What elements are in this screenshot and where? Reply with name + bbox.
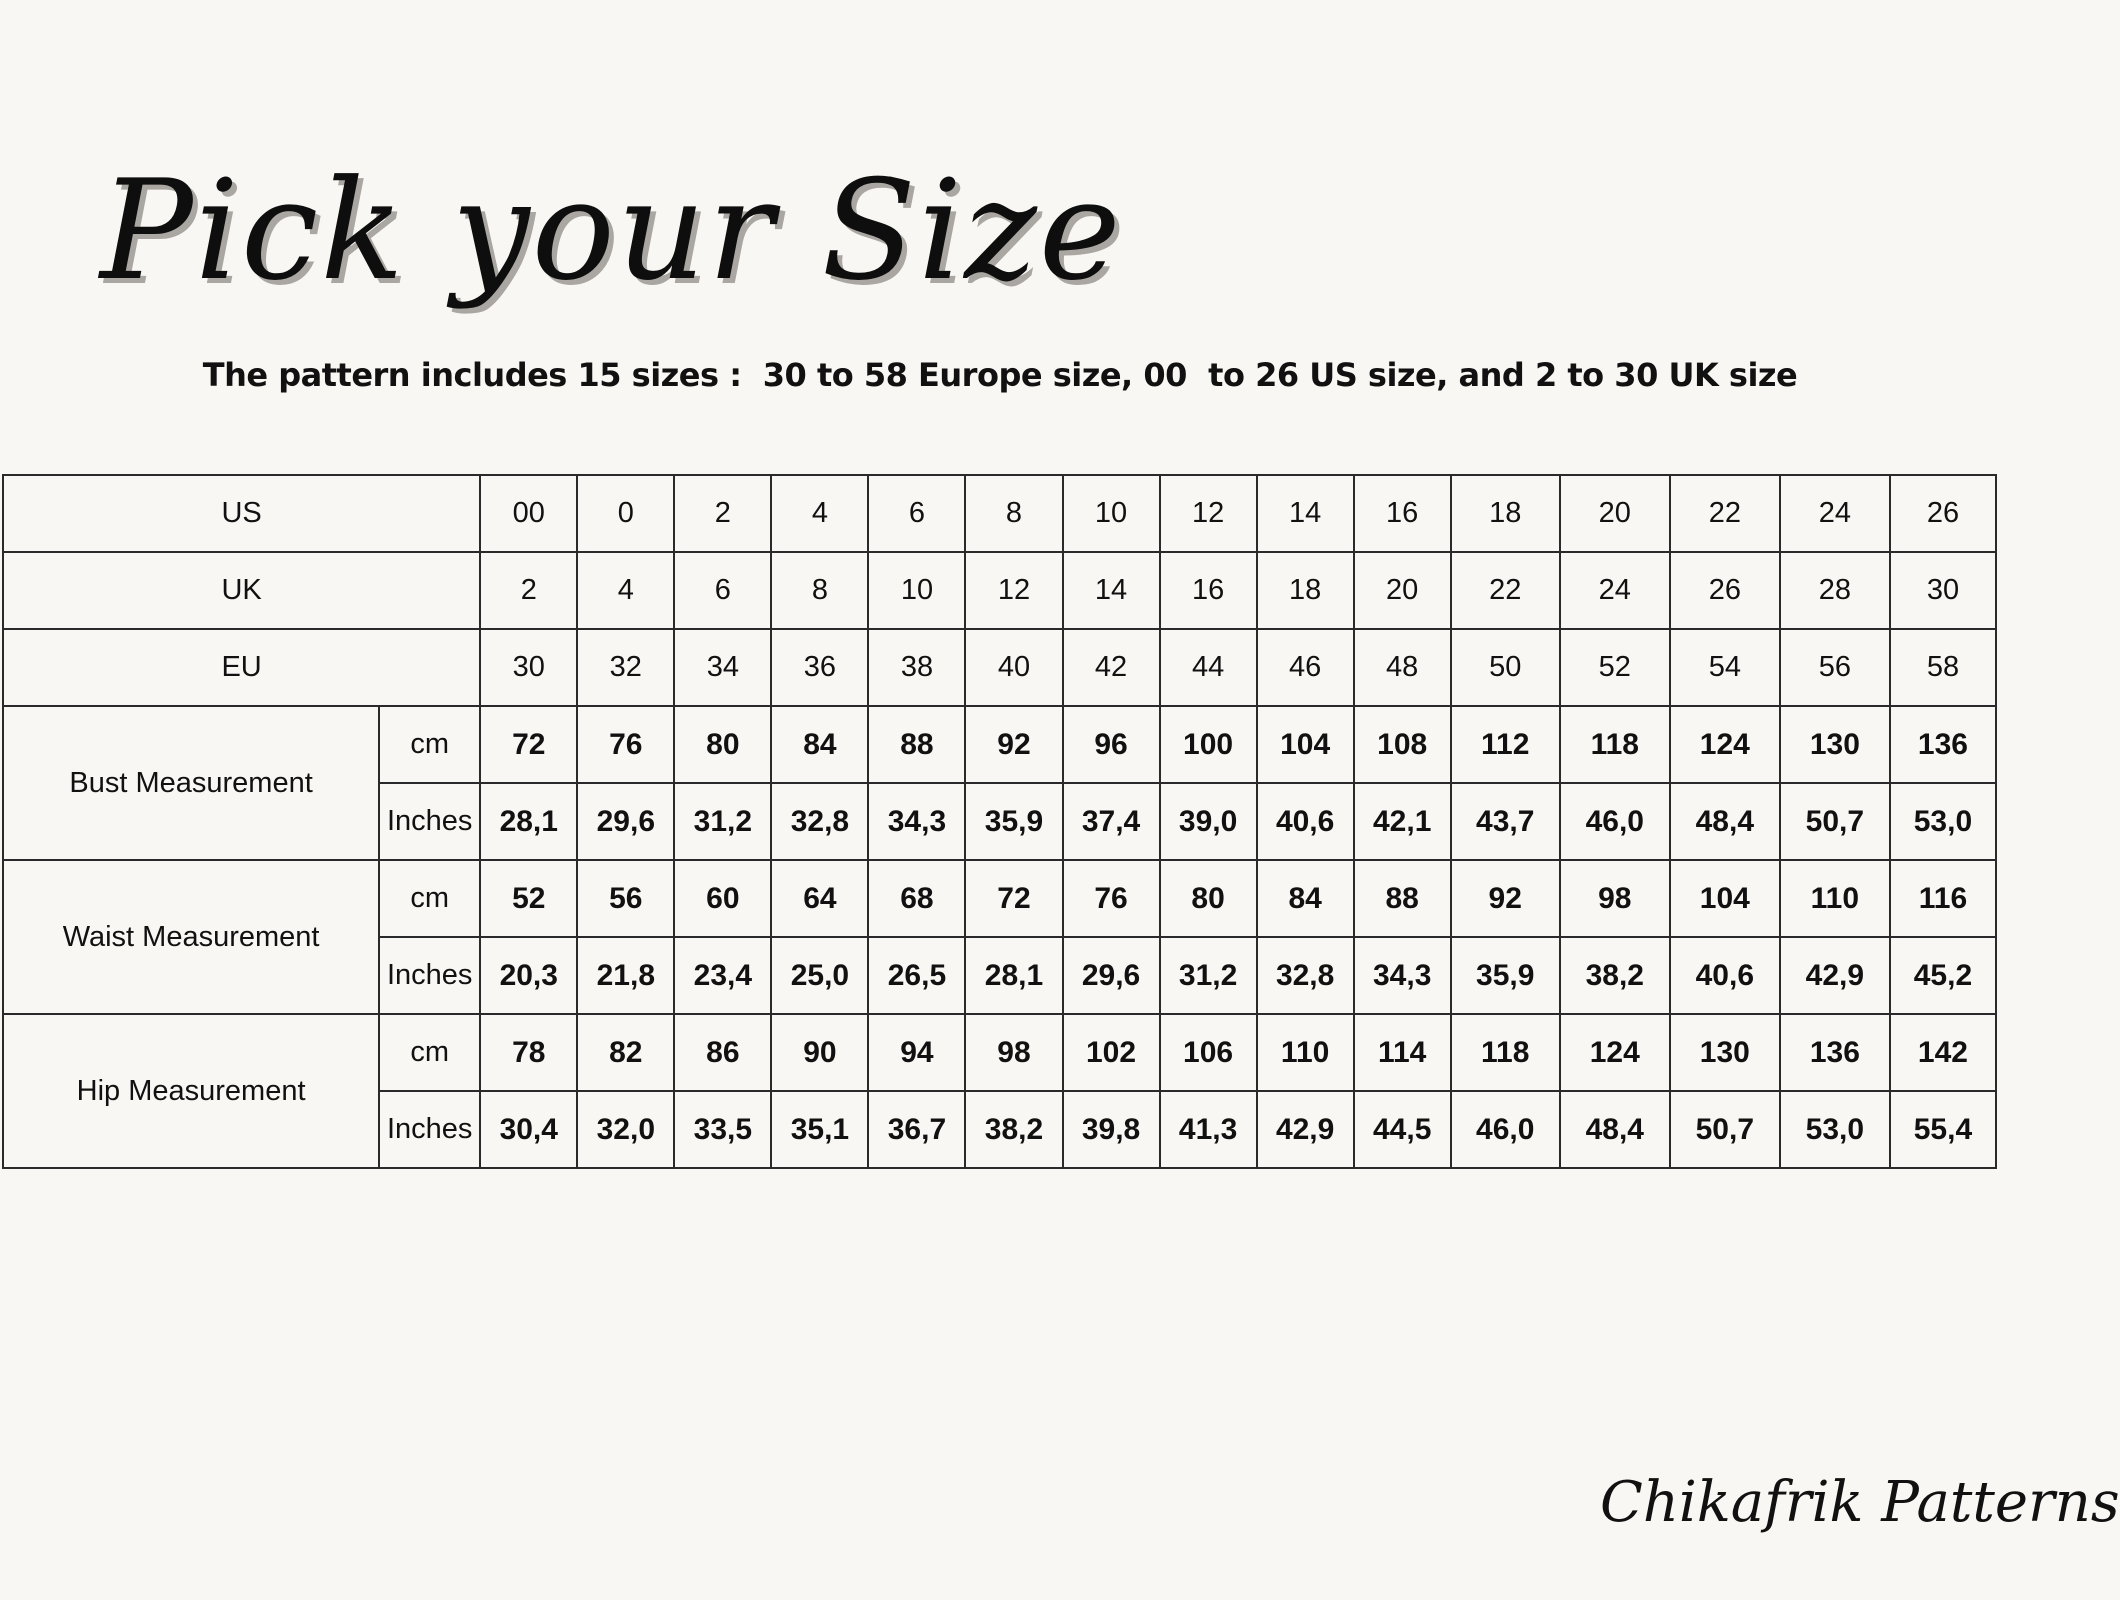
eu-size-cell: 54	[1670, 629, 1780, 706]
eu-size-cell: 34	[674, 629, 771, 706]
us-size-cell: 20	[1560, 475, 1670, 552]
hip-cm-value: 98	[965, 1014, 1062, 1091]
waist-inches-value: 29,6	[1063, 937, 1160, 1014]
unit-inches-label: Inches	[379, 937, 480, 1014]
uk-size-cell: 12	[965, 552, 1062, 629]
hip-inches-value: 41,3	[1160, 1091, 1257, 1168]
eu-size-cell: 52	[1560, 629, 1670, 706]
hip-inches-value: 39,8	[1063, 1091, 1160, 1168]
waist-inches-value: 38,2	[1560, 937, 1670, 1014]
uk-size-cell: 30	[1890, 552, 1996, 629]
bust-cm-value: 84	[771, 706, 868, 783]
size-row-eu	[3, 629, 1996, 706]
page-title-text: Pick your Size	[100, 150, 1123, 311]
bust-inches-value: 48,4	[1670, 783, 1780, 860]
waist-cm-row	[3, 860, 1996, 937]
hip-inches-value: 55,4	[1890, 1091, 1996, 1168]
eu-size-cell: 46	[1257, 629, 1354, 706]
uk-size-cell: 10	[868, 552, 965, 629]
eu-size-cell: 32	[577, 629, 674, 706]
hip-cm-value: 86	[674, 1014, 771, 1091]
bust-inches-value: 35,9	[965, 783, 1062, 860]
brand-signature-text: Chikafrik Patterns	[1600, 1470, 2120, 1535]
hip-cm-value: 110	[1257, 1014, 1354, 1091]
eu-size-cell: 40	[965, 629, 1062, 706]
hip-cm-row	[3, 1014, 1996, 1091]
waist-inches-value: 35,9	[1451, 937, 1560, 1014]
uk-size-cell: 8	[771, 552, 868, 629]
eu-size-cell: 50	[1451, 629, 1560, 706]
uk-size-cell: 24	[1560, 552, 1670, 629]
waist-cm-value: 68	[868, 860, 965, 937]
waist-inches-value: 23,4	[674, 937, 771, 1014]
bust-cm-value: 76	[577, 706, 674, 783]
eu-size-cell: 30	[480, 629, 577, 706]
eu-size-cell: 38	[868, 629, 965, 706]
unit-inches-label: Inches	[379, 783, 480, 860]
waist-inches-value: 28,1	[965, 937, 1062, 1014]
waist-inches-value: 45,2	[1890, 937, 1996, 1014]
hip-inches-value: 42,9	[1257, 1091, 1354, 1168]
us-size-cell: 8	[965, 475, 1062, 552]
eu-size-cell: 42	[1063, 629, 1160, 706]
bust-inches-value: 37,4	[1063, 783, 1160, 860]
us-size-cell: 2	[674, 475, 771, 552]
bust-inches-value: 28,1	[480, 783, 577, 860]
eu-size-cell: 56	[1780, 629, 1890, 706]
bust-inches-value: 39,0	[1160, 783, 1257, 860]
waist-cm-value: 104	[1670, 860, 1780, 937]
bust-cm-value: 80	[674, 706, 771, 783]
waist-cm-value: 84	[1257, 860, 1354, 937]
us-size-cell: 22	[1670, 475, 1780, 552]
hip-inches-value: 33,5	[674, 1091, 771, 1168]
uk-size-cell: 20	[1354, 552, 1451, 629]
hip-inches-value: 48,4	[1560, 1091, 1670, 1168]
hip-inches-value: 35,1	[771, 1091, 868, 1168]
us-size-cell: 26	[1890, 475, 1996, 552]
hip-cm-value: 102	[1063, 1014, 1160, 1091]
hip-cm-value: 114	[1354, 1014, 1451, 1091]
waist-inches-value: 40,6	[1670, 937, 1780, 1014]
bust-inches-value: 34,3	[868, 783, 965, 860]
hip-cm-value: 136	[1780, 1014, 1890, 1091]
bust-cm-value: 92	[965, 706, 1062, 783]
eu-size-cell: 48	[1354, 629, 1451, 706]
hip-inches-value: 32,0	[577, 1091, 674, 1168]
hip-inches-value: 46,0	[1451, 1091, 1560, 1168]
waist-inches-value: 31,2	[1160, 937, 1257, 1014]
uk-size-cell: 14	[1063, 552, 1160, 629]
waist-inches-value: 20,3	[480, 937, 577, 1014]
hip-inches-value: 50,7	[1670, 1091, 1780, 1168]
bust-inches-value: 32,8	[771, 783, 868, 860]
waist-inches-value: 34,3	[1354, 937, 1451, 1014]
hip-measurement-label: Hip Measurement	[3, 1014, 379, 1168]
bust-inches-value: 31,2	[674, 783, 771, 860]
bust-cm-value: 118	[1560, 706, 1670, 783]
bust-cm-value: 96	[1063, 706, 1160, 783]
uk-size-cell: 16	[1160, 552, 1257, 629]
waist-inches-value: 21,8	[577, 937, 674, 1014]
size-chart-table	[2, 474, 1997, 1169]
hip-cm-value: 130	[1670, 1014, 1780, 1091]
uk-size-cell: 6	[674, 552, 771, 629]
waist-cm-value: 88	[1354, 860, 1451, 937]
us-size-cell: 18	[1451, 475, 1560, 552]
unit-cm-label: cm	[379, 860, 480, 937]
unit-cm-label: cm	[379, 706, 480, 783]
waist-cm-value: 80	[1160, 860, 1257, 937]
bust-inches-value: 29,6	[577, 783, 674, 860]
us-size-cell: 4	[771, 475, 868, 552]
size-row-us	[3, 475, 1996, 552]
uk-row-label: UK	[3, 552, 480, 629]
unit-cm-label: cm	[379, 1014, 480, 1091]
us-size-cell: 10	[1063, 475, 1160, 552]
unit-inches-label: Inches	[379, 1091, 480, 1168]
hip-cm-value: 78	[480, 1014, 577, 1091]
eu-size-cell: 58	[1890, 629, 1996, 706]
page-title	[0, 0, 1123, 320]
hip-cm-value: 82	[577, 1014, 674, 1091]
size-chart-body	[3, 475, 1996, 1168]
uk-size-cell: 4	[577, 552, 674, 629]
waist-cm-value: 76	[1063, 860, 1160, 937]
waist-cm-value: 64	[771, 860, 868, 937]
us-size-cell: 16	[1354, 475, 1451, 552]
us-size-cell: 0	[577, 475, 674, 552]
size-row-uk	[3, 552, 1996, 629]
bust-inches-value: 43,7	[1451, 783, 1560, 860]
us-size-cell: 6	[868, 475, 965, 552]
waist-cm-value: 72	[965, 860, 1062, 937]
bust-inches-value: 42,1	[1354, 783, 1451, 860]
waist-measurement-label: Waist Measurement	[3, 860, 379, 1014]
bust-inches-value: 50,7	[1780, 783, 1890, 860]
uk-size-cell: 28	[1780, 552, 1890, 629]
hip-inches-value: 30,4	[480, 1091, 577, 1168]
waist-inches-value: 32,8	[1257, 937, 1354, 1014]
bust-cm-value: 104	[1257, 706, 1354, 783]
uk-size-cell: 2	[480, 552, 577, 629]
bust-cm-value: 72	[480, 706, 577, 783]
us-size-cell: 00	[480, 475, 577, 552]
hip-cm-value: 142	[1890, 1014, 1996, 1091]
bust-cm-value: 100	[1160, 706, 1257, 783]
us-row-label: US	[3, 475, 480, 552]
brand-signature	[1590, 1450, 2120, 1560]
hip-cm-value: 124	[1560, 1014, 1670, 1091]
waist-inches-value: 42,9	[1780, 937, 1890, 1014]
waist-cm-value: 52	[480, 860, 577, 937]
bust-cm-value: 124	[1670, 706, 1780, 783]
waist-cm-value: 92	[1451, 860, 1560, 937]
eu-size-cell: 36	[771, 629, 868, 706]
eu-size-cell: 44	[1160, 629, 1257, 706]
waist-cm-value: 98	[1560, 860, 1670, 937]
bust-cm-value: 136	[1890, 706, 1996, 783]
bust-inches-value: 53,0	[1890, 783, 1996, 860]
bust-inches-value: 40,6	[1257, 783, 1354, 860]
bust-measurement-label: Bust Measurement	[3, 706, 379, 860]
us-size-cell: 24	[1780, 475, 1890, 552]
eu-row-label: EU	[3, 629, 480, 706]
page-subtitle: The pattern includes 15 sizes : 30 to 58 Europe size, 00 to 26 US size, and 2 to 30 UK size	[202, 356, 1798, 394]
waist-inches-value: 25,0	[771, 937, 868, 1014]
waist-cm-value: 60	[674, 860, 771, 937]
us-size-cell: 12	[1160, 475, 1257, 552]
uk-size-cell: 18	[1257, 552, 1354, 629]
us-size-cell: 14	[1257, 475, 1354, 552]
waist-inches-value: 26,5	[868, 937, 965, 1014]
uk-size-cell: 22	[1451, 552, 1560, 629]
bust-inches-value: 46,0	[1560, 783, 1670, 860]
waist-cm-value: 116	[1890, 860, 1996, 937]
hip-inches-value: 44,5	[1354, 1091, 1451, 1168]
hip-cm-value: 94	[868, 1014, 965, 1091]
bust-cm-value: 112	[1451, 706, 1560, 783]
hip-cm-value: 106	[1160, 1014, 1257, 1091]
uk-size-cell: 26	[1670, 552, 1780, 629]
hip-inches-value: 53,0	[1780, 1091, 1890, 1168]
bust-cm-value: 108	[1354, 706, 1451, 783]
bust-cm-row	[3, 706, 1996, 783]
hip-cm-value: 118	[1451, 1014, 1560, 1091]
bust-cm-value: 88	[868, 706, 965, 783]
waist-cm-value: 110	[1780, 860, 1890, 937]
waist-cm-value: 56	[577, 860, 674, 937]
hip-cm-value: 90	[771, 1014, 868, 1091]
hip-inches-value: 36,7	[868, 1091, 965, 1168]
hip-inches-value: 38,2	[965, 1091, 1062, 1168]
bust-cm-value: 130	[1780, 706, 1890, 783]
